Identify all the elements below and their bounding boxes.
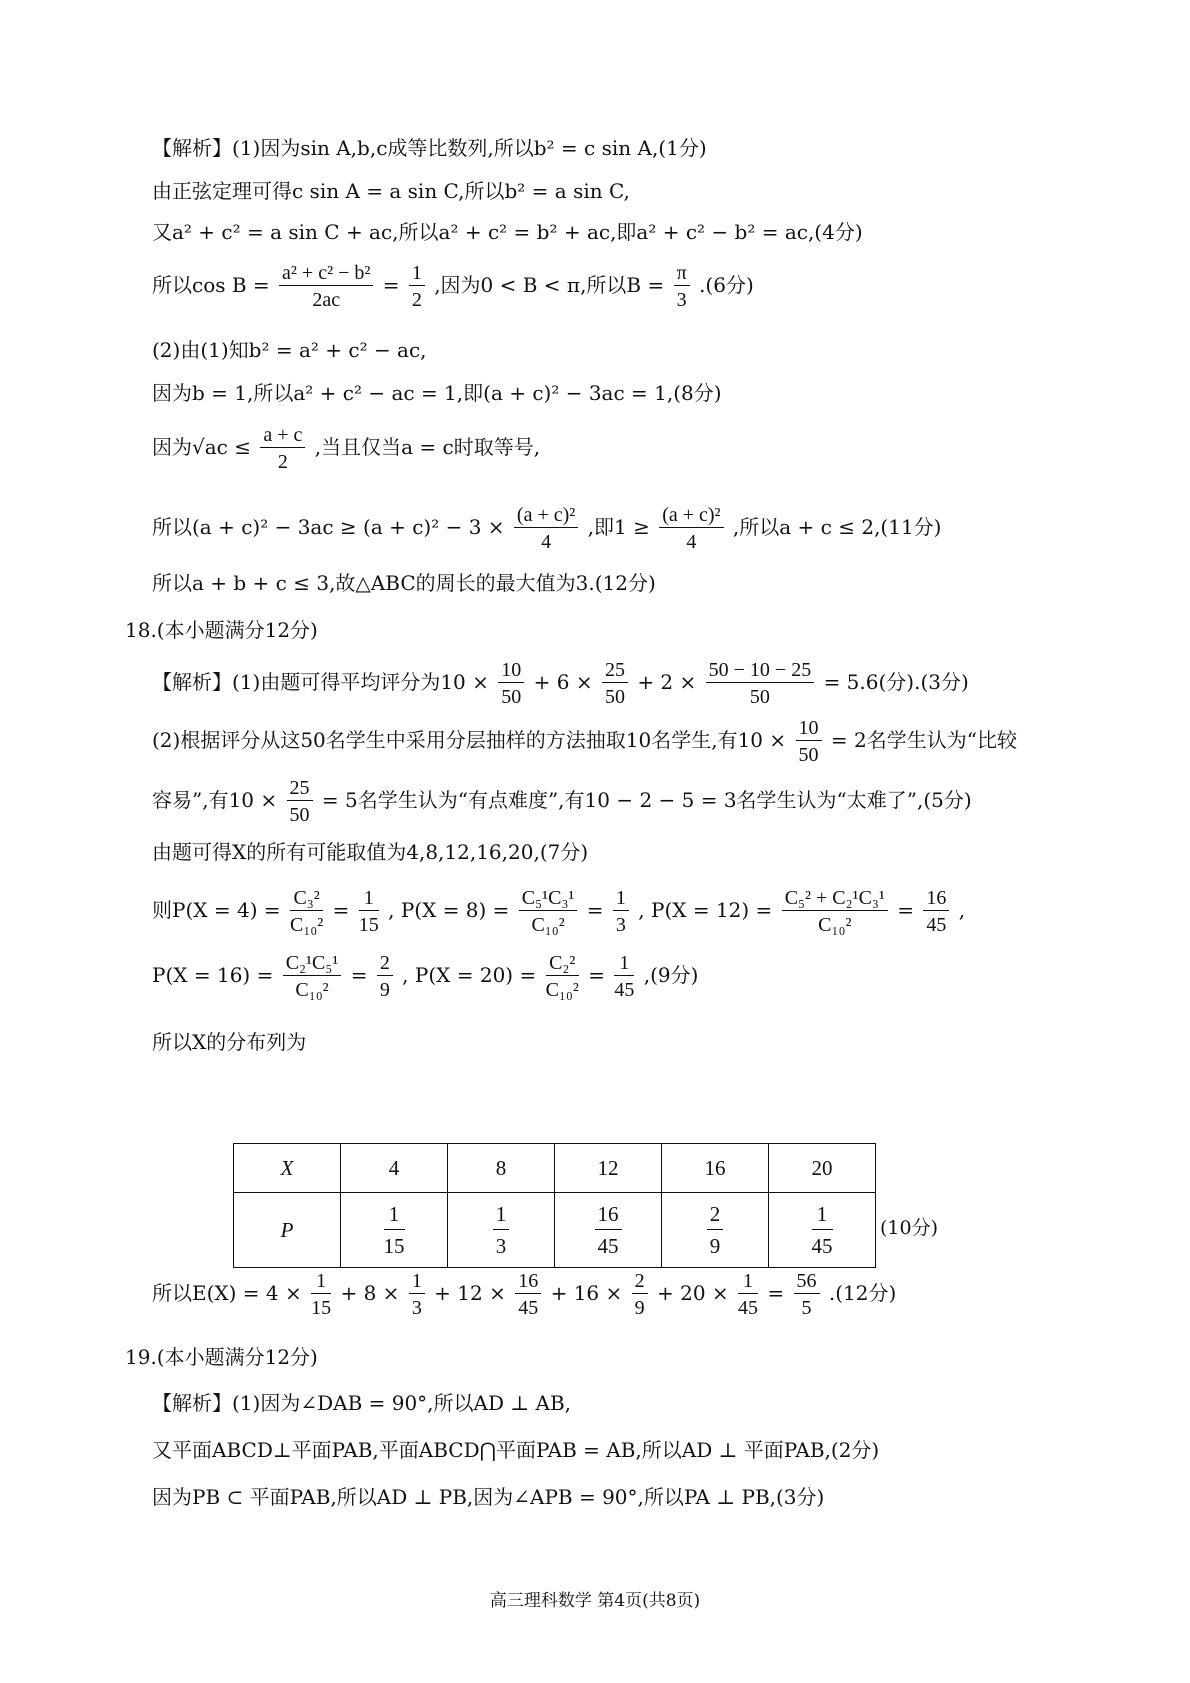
prob-x20-label: , P(X = 20) =: [402, 963, 537, 987]
am-gm-prefix: 因为√ac ≤: [152, 435, 251, 459]
mean-numerator-2: 25: [602, 660, 628, 683]
cos-b-line: [152, 263, 754, 310]
prob-x4-value: [359, 888, 379, 935]
expectation-numerator-1: 1: [311, 1271, 331, 1294]
equals-sign: =: [382, 273, 400, 297]
table-header-p: P: [234, 1193, 341, 1268]
expectation-term-3: + 16 ×: [550, 1281, 623, 1305]
table-cell-p: [448, 1193, 555, 1268]
mean-denominator-3: 50: [749, 686, 770, 708]
table-p-denominator: 45: [597, 1233, 619, 1258]
mean-plus-1: + 6 ×: [533, 670, 593, 694]
sampling-numerator-2: 25: [287, 778, 313, 801]
inequality-fraction-1: [514, 505, 578, 552]
table-p-denominator: 9: [709, 1233, 721, 1258]
prob-x20-value: [614, 953, 634, 1000]
cos-b-suffix: .(6分): [699, 273, 754, 297]
prob-x12-equals: =: [897, 898, 915, 922]
table-p-numerator: 1: [812, 1202, 833, 1230]
am-gm-numerator: a + c: [260, 425, 305, 448]
prob-x20-comb-denominator: C₁₀²: [545, 979, 579, 1001]
mean-denominator-2: 50: [604, 686, 625, 708]
mean-suffix: = 5.6(分).(3分): [823, 670, 969, 694]
prob-x8-comb-denominator: C₁₀²: [531, 914, 565, 936]
sampling-suffix-2: = 5名学生认为“有点难度”,有10 − 2 − 5 = 3名学生认为“太难了”,(5分): [321, 788, 972, 812]
prob-x20-value-numerator: 1: [614, 953, 634, 976]
expectation-fraction-3: [515, 1271, 541, 1318]
prob-x20-equals: =: [588, 963, 605, 987]
half-fraction: [409, 263, 425, 310]
table-p-numerator: 2: [707, 1202, 724, 1230]
prob-x8-comb-fraction: [519, 888, 578, 935]
mean-fraction-2: [602, 660, 628, 707]
table-p-denominator: 45: [811, 1233, 833, 1258]
half-denominator: 2: [411, 289, 422, 311]
inequality-denominator-1: 4: [541, 531, 552, 553]
probability-line-2-suffix: ,(9分): [643, 963, 699, 987]
prob-x20-comb-fraction: [546, 953, 579, 1000]
expectation-denominator-4: 9: [634, 1297, 645, 1319]
prob-x8-value-denominator: 3: [615, 914, 626, 936]
prob-x12-comb-fraction: [782, 888, 888, 935]
sampling-denominator-2: 50: [289, 804, 310, 826]
prob-x16-comb-numerator: C₂¹C₅¹: [283, 953, 342, 976]
inequality-fraction-2: [659, 505, 723, 552]
sampling-denominator-1: 50: [798, 744, 819, 766]
prob-x16-value-numerator: 2: [377, 953, 393, 976]
table-cell-p: [662, 1193, 769, 1268]
prob-x16-comb-denominator: C₁₀²: [295, 979, 329, 1001]
equation-line: 又a² + c² = a sin C + ac,所以a² + c² = b² + ac,即a² + c² − b² = ac,(4分): [152, 220, 863, 244]
mean-denominator-1: 50: [501, 686, 522, 708]
prob-x4-equals: =: [332, 898, 350, 922]
prob-x12-value-denominator: 45: [926, 914, 947, 936]
mean-score-line: [152, 660, 969, 707]
am-gm-denominator: 2: [277, 451, 288, 473]
sampling-line-2: [152, 778, 972, 825]
table-header-x: X: [234, 1144, 341, 1193]
am-gm-fraction: [260, 425, 305, 472]
sampling-suffix-1: = 2名学生认为“比较: [830, 728, 1017, 752]
prob-x12-label: , P(X = 12) =: [638, 898, 773, 922]
b-equals-one-line: 因为b = 1,所以a² + c² − ac = 1,即(a + c)² − 3ac = 1,(8分): [152, 381, 722, 405]
question-18-header: 18.(本小题满分12分): [125, 618, 318, 642]
distribution-table: [233, 1143, 876, 1268]
mean-plus-2: + 2 ×: [637, 670, 697, 694]
prob-x16-value: [377, 953, 393, 1000]
expectation-numerator-2: 1: [409, 1271, 425, 1294]
cos-b-fraction: [279, 263, 373, 310]
table-p-denominator: 15: [383, 1233, 405, 1258]
expectation-term-1: + 8 ×: [340, 1281, 400, 1305]
prob-x12-value: [923, 888, 949, 935]
am-gm-line: [152, 425, 540, 472]
prob-x8-equals: =: [586, 898, 604, 922]
sampling-prefix-1: (2)根据评分从这50名学生中采用分层抽样的方法抽取10名学生,有10 ×: [152, 728, 787, 752]
expectation-suffix: .(12分): [828, 1281, 897, 1305]
table-cell-p: [341, 1193, 448, 1268]
expectation-prefix: 所以E(X) = 4 ×: [152, 1281, 302, 1305]
cos-b-middle: ,因为0 < B < π,所以B =: [434, 273, 665, 297]
pi-denominator: 3: [676, 289, 687, 311]
inequality-denominator-2: 4: [686, 531, 697, 553]
table-cell-p: [769, 1193, 876, 1268]
table-cell-p: [555, 1193, 662, 1268]
am-gm-suffix: ,当且仅当a = c时取等号,: [314, 435, 541, 459]
probability-line-1-suffix: ,: [958, 898, 966, 922]
inequality-numerator-1: (a + c)²: [514, 505, 578, 528]
mean-numerator-1: 10: [498, 660, 524, 683]
inequality-line: [152, 505, 942, 552]
prob-x8-value-numerator: 1: [613, 888, 629, 911]
prob-x12-comb-numerator: C₅² + C₂¹C₃¹: [782, 888, 888, 911]
pi-numerator: π: [674, 263, 690, 286]
table-p-numerator: 1: [384, 1202, 405, 1230]
prob-x4-value-denominator: 15: [358, 914, 379, 936]
table-row-p: [234, 1193, 876, 1268]
probability-line-1: [152, 888, 965, 935]
prob-x16-value-denominator: 9: [379, 979, 390, 1001]
pi-third-fraction: [674, 263, 690, 310]
inequality-numerator-2: (a + c)²: [659, 505, 723, 528]
mean-fraction-3: [706, 660, 815, 707]
expectation-denominator-3: 45: [518, 1297, 539, 1319]
x-values-line: 由题可得X的所有可能取值为4,8,12,16,20,(7分): [152, 840, 589, 864]
perimeter-max-line: 所以a + b + c ≤ 3,故△ABC的周长的最大值为3.(12分): [152, 571, 656, 595]
table-cell-x: 12: [555, 1144, 662, 1193]
prob-x4-comb-denominator: C₁₀²: [289, 914, 324, 936]
expectation-fraction-1: [311, 1271, 331, 1318]
expectation-denominator-1: 15: [311, 1297, 332, 1319]
expectation-equals: =: [767, 1281, 785, 1305]
prob-x4-comb-fraction: [290, 888, 323, 935]
prob-x16-equals: =: [350, 963, 368, 987]
expectation-term-2: + 12 ×: [434, 1281, 506, 1305]
analysis-line-1: 【解析】(1)因为sin A,b,c成等比数列,所以b² = c sin A,(1分): [152, 136, 707, 160]
prob-x8-label: , P(X = 8) =: [388, 898, 510, 922]
table-cell-x: 20: [769, 1144, 876, 1193]
cos-b-denominator: 2ac: [312, 289, 341, 311]
table-p-numerator: 16: [595, 1202, 622, 1230]
q19-analysis-line-3: 因为PB ⊂ 平面PAB,所以AD ⊥ PB,因为∠APB = 90°,所以PA ⊥ PB,(3分): [152, 1485, 825, 1509]
inequality-prefix: 所以(a + c)² − 3ac ≥ (a + c)² − 3 ×: [152, 515, 505, 539]
sampling-numerator-1: 10: [796, 718, 822, 741]
expectation-numerator-5: 1: [738, 1271, 758, 1294]
table-cell-x: 8: [448, 1144, 555, 1193]
table-score: (10分): [880, 1217, 939, 1239]
page-footer: 高三理科数学 第4页(共8页): [489, 1591, 701, 1611]
prob-x4-comb-numerator: C₃²: [290, 888, 323, 911]
table-row-x: [234, 1144, 876, 1193]
prob-x12-value-numerator: 16: [923, 888, 949, 911]
prob-x4-label: 则P(X = 4) =: [152, 898, 281, 922]
expectation-numerator-4: 2: [632, 1271, 648, 1294]
prob-x20-comb-numerator: C₂²: [546, 953, 579, 976]
table-p-denominator: 3: [495, 1233, 507, 1258]
sampling-line-1: [152, 718, 1017, 765]
expectation-result-numerator: 56: [794, 1271, 820, 1294]
sine-rule-line: 由正弦定理可得c sin A = a sin C,所以b² = a sin C,: [152, 179, 630, 203]
sampling-prefix-2: 容易”,有10 ×: [152, 788, 278, 812]
table-cell-x: 16: [662, 1144, 769, 1193]
mean-fraction-1: [498, 660, 524, 707]
table-cell-x: 4: [341, 1144, 448, 1193]
expectation-denominator-5: 45: [738, 1297, 759, 1319]
q19-analysis-line-1: 【解析】(1)因为∠DAB = 90°,所以AD ⊥ AB,: [152, 1391, 572, 1415]
expectation-fraction-5: [738, 1271, 758, 1318]
cos-b-numerator: a² + c² − b²: [279, 263, 373, 286]
question-19-header: 19.(本小题满分12分): [125, 1345, 318, 1369]
expectation-term-4: + 20 ×: [656, 1281, 729, 1305]
prob-x8-value: [613, 888, 629, 935]
prob-x16-comb-fraction: [283, 953, 342, 1000]
cos-b-prefix: 所以cos B =: [152, 273, 270, 297]
prob-x4-value-numerator: 1: [359, 888, 379, 911]
expectation-numerator-3: 16: [515, 1271, 541, 1294]
half-numerator: 1: [409, 263, 425, 286]
probability-line-2: [152, 953, 698, 1000]
prob-x12-comb-denominator: C₁₀²: [818, 914, 852, 936]
mean-numerator-3: 50 − 10 − 25: [706, 660, 815, 683]
sampling-fraction-2: [287, 778, 313, 825]
mean-prefix: 【解析】(1)由题可得平均评分为10 ×: [152, 670, 489, 694]
inequality-middle: ,即1 ≥: [587, 515, 650, 539]
expectation-fraction-2: [409, 1271, 425, 1318]
prob-x20-value-denominator: 45: [614, 979, 635, 1001]
expectation-denominator-2: 3: [411, 1297, 422, 1319]
inequality-suffix: ,所以a + c ≤ 2,(11分): [732, 515, 942, 539]
expectation-result: [794, 1271, 820, 1318]
expectation-fraction-4: [632, 1271, 648, 1318]
prob-x8-comb-numerator: C₅¹C₃¹: [519, 888, 578, 911]
expectation-result-denominator: 5: [801, 1297, 812, 1319]
prob-x16-label: P(X = 16) =: [152, 963, 274, 987]
expectation-line: [152, 1271, 896, 1318]
q19-analysis-line-2: 又平面ABCD⊥平面PAB,平面ABCD⋂平面PAB = AB,所以AD ⊥ 平面PAB,(2分): [152, 1438, 880, 1462]
table-p-numerator: 1: [493, 1202, 510, 1230]
sampling-fraction-1: [796, 718, 822, 765]
distribution-intro: 所以X的分布列为: [152, 1030, 307, 1054]
part2-line: (2)由(1)知b² = a² + c² − ac,: [152, 338, 427, 362]
